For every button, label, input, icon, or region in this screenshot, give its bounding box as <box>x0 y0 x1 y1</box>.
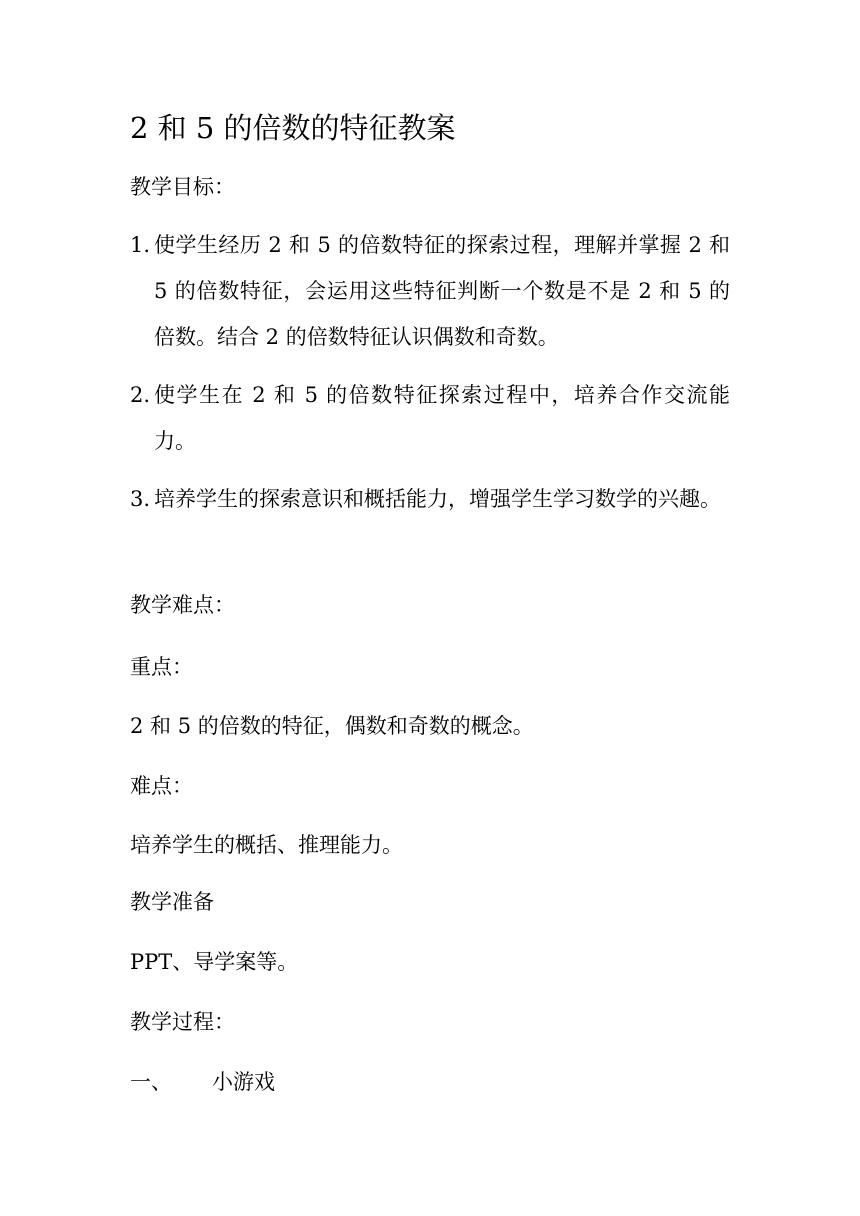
preparation-heading: 教学准备 <box>130 890 214 914</box>
section-one-number: 一、 <box>130 1070 172 1094</box>
objective-item-1 <box>130 222 730 360</box>
difficult-point-label: 难点： <box>130 774 193 798</box>
preparation-text: PPT、导学案等。 <box>130 950 299 974</box>
objective-number: 3. <box>130 487 151 511</box>
document-title: 2 和 5 的倍数的特征教案 <box>130 111 456 145</box>
objective-item-3 <box>130 476 730 522</box>
section-one-label: 小游戏 <box>212 1070 275 1094</box>
objective-item-2 <box>130 372 730 464</box>
process-heading: 教学过程： <box>130 1010 235 1034</box>
objective-number: 1. <box>130 233 151 257</box>
difficulty-heading: 教学难点： <box>130 593 235 617</box>
key-point-text: 2 和 5 的倍数的特征，偶数和奇数的概念。 <box>130 714 534 738</box>
objective-text: 使学生经历 2 和 5 的倍数特征的探索过程，理解并掌握 2 和 5 的倍数特征，会运用这些特征判断一个数是不是 2 和 5 的倍数。结合 2 的倍数特征认识偶数和奇数。 <box>154 233 730 349</box>
objectives-heading: 教学目标： <box>130 175 235 199</box>
objective-number: 2. <box>130 383 151 407</box>
section-one-heading <box>130 1068 275 1096</box>
key-point-label: 重点： <box>130 655 193 679</box>
difficult-point-text: 培养学生的概括、推理能力。 <box>130 833 403 857</box>
objective-text: 培养学生的探索意识和概括能力，增强学生学习数学的兴趣。 <box>154 487 721 511</box>
objective-text: 使学生在 2 和 5 的倍数特征探索过程中，培养合作交流能力。 <box>154 383 730 453</box>
